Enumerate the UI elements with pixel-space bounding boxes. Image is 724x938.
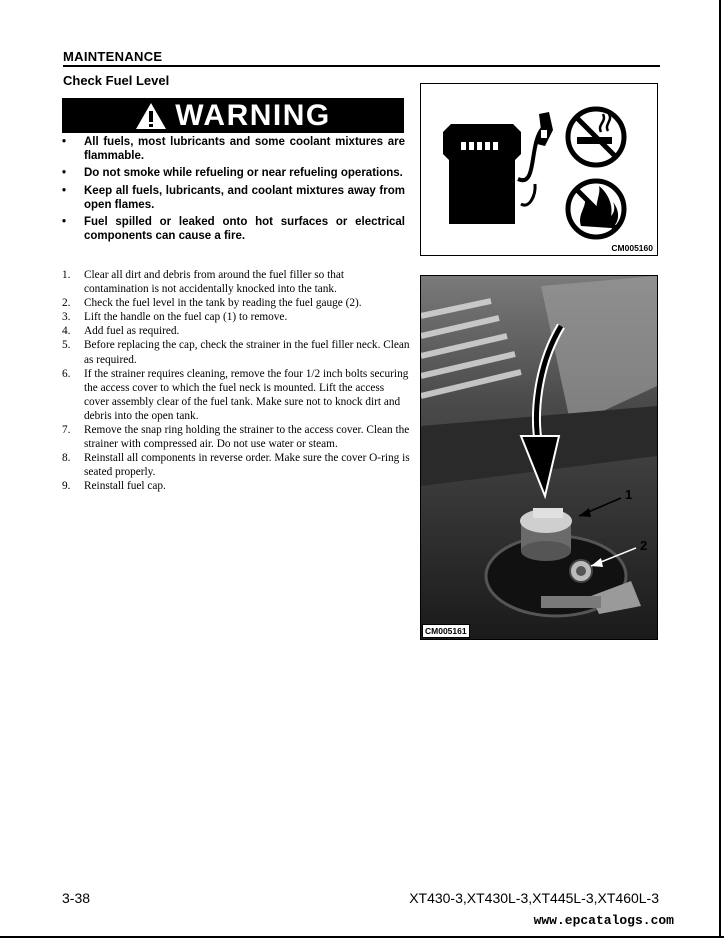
model-list: XT430-3,XT430L-3,XT445L-3,XT460L-3 xyxy=(409,890,659,906)
fuel-pump-icon xyxy=(443,112,553,224)
figure-caption: CM005160 xyxy=(611,243,653,253)
figure-caption: CM005161 xyxy=(422,624,470,638)
warning-item: • All fuels, most lubricants and some coolant mixtures are flammable. xyxy=(62,136,405,163)
procedure-steps xyxy=(62,268,410,494)
warning-label: WARNING xyxy=(175,98,331,132)
warning-item: • Fuel spilled or leaked onto hot surfaces or electrical components can cause a fire. xyxy=(62,216,405,243)
warning-list xyxy=(62,135,405,246)
step-item: 1. Clear all dirt and debris from around the fuel filler so that contamination is not accidentally knocked into the tank. xyxy=(62,269,345,296)
no-smoking-icon xyxy=(568,109,624,165)
warning-item: • Do not smoke while refueling or near refueling operations. xyxy=(62,167,403,180)
page-number: 3-38 xyxy=(62,890,91,906)
fuel-cap-photo-figure xyxy=(420,275,658,640)
callout-2: 2 xyxy=(640,538,648,553)
fuel-safety-figure xyxy=(420,83,658,256)
step-item: 2. Check the fuel level in the tank by reading the fuel gauge (2). xyxy=(62,297,362,310)
page-border-right xyxy=(719,0,721,938)
step-item: 3. Lift the handle on the fuel cap (1) to remove. xyxy=(62,311,288,324)
step-item: 4. Add fuel as required. xyxy=(62,325,180,338)
step-item: 9. Reinstall fuel cap. xyxy=(62,480,166,493)
section-header: MAINTENANCE xyxy=(63,49,660,67)
callout-1: 1 xyxy=(625,487,633,502)
warning-triangle-icon xyxy=(135,102,167,130)
warning-banner xyxy=(62,98,404,133)
step-item: 7. Remove the snap ring holding the strainer to the access cover. Clean the strainer with compressed air. Do not use water or steam. xyxy=(62,424,410,451)
fuel-safety-illustration xyxy=(421,84,657,255)
step-item: 8. Reinstall all components in reverse order. Make sure the cover O-ring is seated properly. xyxy=(62,452,410,479)
fuel-cap-photo xyxy=(421,276,657,639)
watermark: www.epcatalogs.com xyxy=(533,913,674,928)
step-item: 5. Before replacing the cap, check the strainer in the fuel filler neck. Clean as required. xyxy=(62,339,410,366)
no-open-flame-icon xyxy=(568,181,624,237)
page-title: Check Fuel Level xyxy=(63,73,170,88)
warning-item: • Keep all fuels, lubricants, and coolant mixtures away from open flames. xyxy=(62,184,405,211)
step-item: 6. If the strainer requires cleaning, remove the four 1/2 inch bolts securing the access cover to which the fuel neck is mounted. Lift the access cover assembly clear of the fuel tank. Make sure not to knock dirt and debris into the open tank. xyxy=(62,367,409,422)
